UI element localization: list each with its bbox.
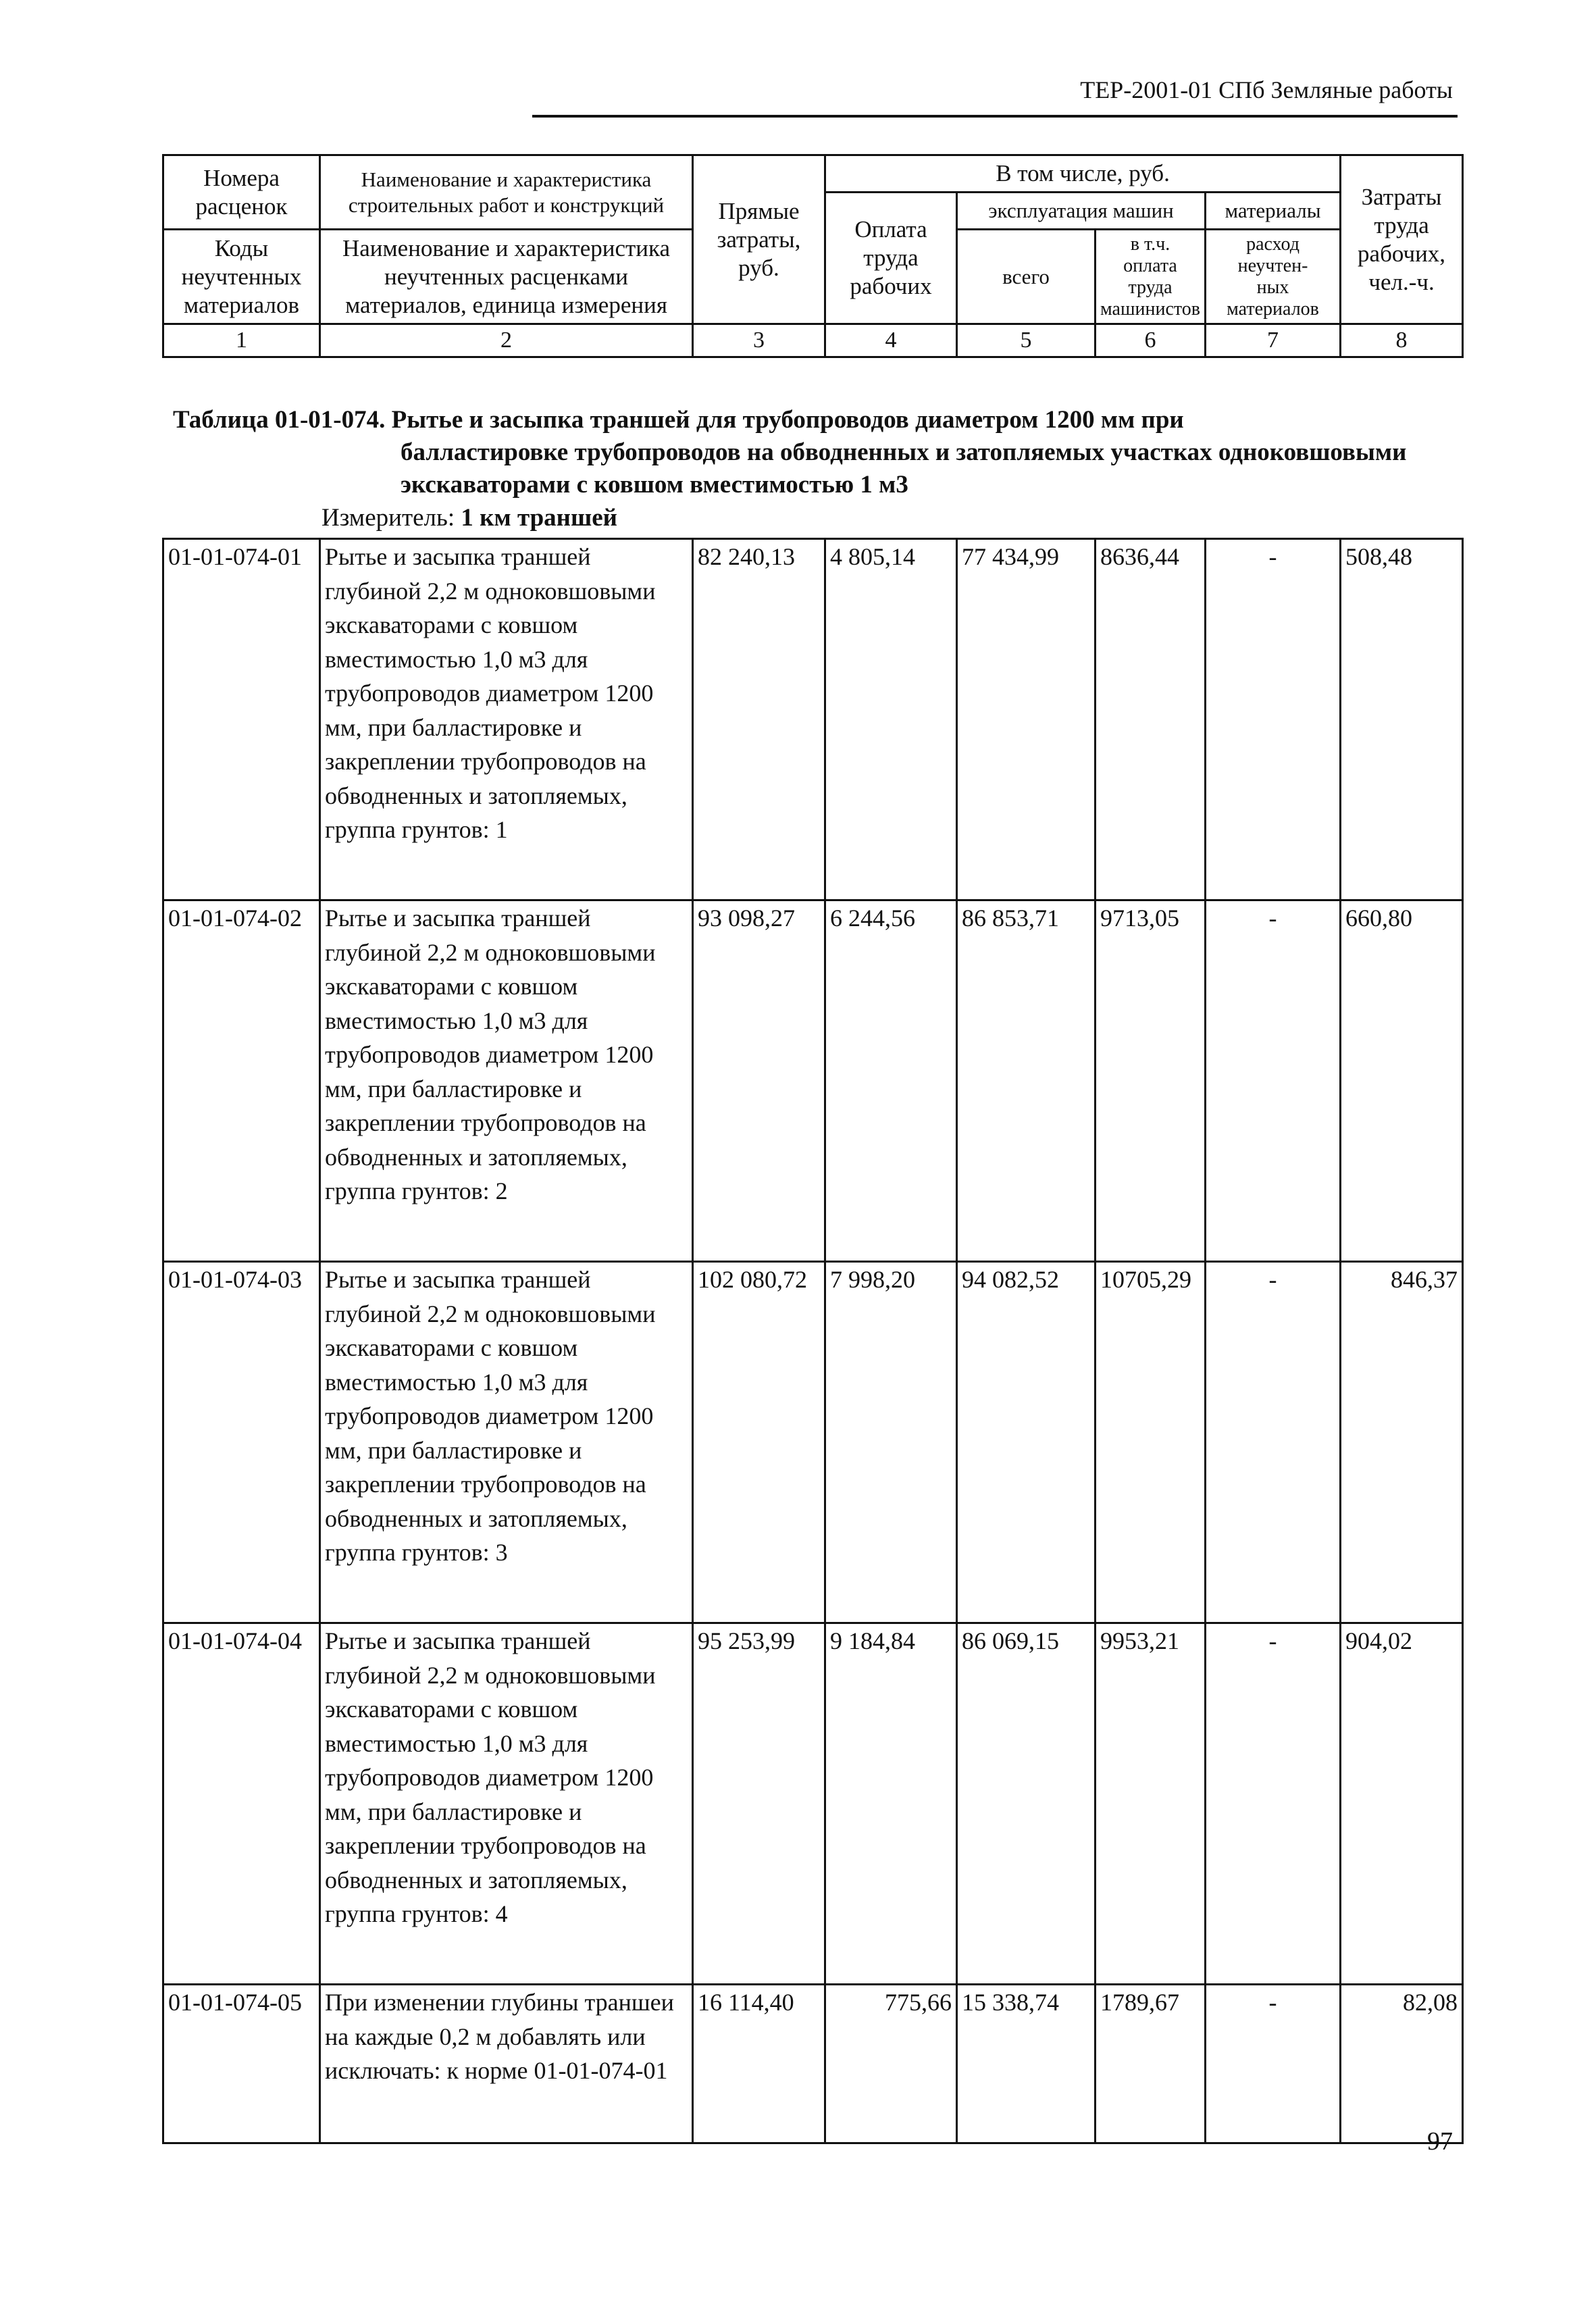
table-row [163, 1262, 1463, 1623]
rate-code: 01-01-074-02 [163, 900, 320, 1262]
rate-code: 01-01-074-03 [163, 1262, 320, 1623]
rate-code: 01-01-074-01 [163, 539, 320, 900]
rate-code: 01-01-074-04 [163, 1623, 320, 1985]
column-number: 1 [163, 324, 320, 357]
measure-value: 1 км траншей [461, 504, 617, 532]
unaccounted-materials: - [1206, 1985, 1341, 2143]
group-header: В том числе, руб. [825, 155, 1341, 193]
direct-costs: 82 240,13 [693, 539, 825, 900]
labor-hours: 660,80 [1341, 900, 1463, 1262]
labor-hours: 82,08 [1341, 1985, 1463, 2143]
col3-header: Прямые затраты, руб. [693, 155, 825, 324]
col1-header-top: Номера расценок [163, 155, 320, 230]
col7-header: расход неучтен- ных материалов [1206, 230, 1341, 324]
direct-costs: 93 098,27 [693, 900, 825, 1262]
measure-unit [321, 503, 617, 532]
rate-description: Рытье и засыпка траншей глубиной 2,2 м одноковшовыми экскаваторами с ковшом вместимостью 1,0 м3 для трубопроводов диаметром 1200 мм, при балластировке и закреплении трубопроводов на обводненных и затопляемых, группа грунтов: 4 [320, 1623, 693, 1985]
col1-header-bottom: Коды неучтенных материалов [163, 230, 320, 324]
worker-wages: 6 244,56 [825, 900, 957, 1262]
worker-wages: 7 998,20 [825, 1262, 957, 1623]
col8-header: Затраты труда рабочих, чел.-ч. [1341, 155, 1463, 324]
machines-total: 94 082,52 [957, 1262, 1096, 1623]
column-number: 2 [320, 324, 693, 357]
unaccounted-materials: - [1206, 539, 1341, 900]
rate-code: 01-01-074-05 [163, 1985, 320, 2143]
col5-header: всего [957, 230, 1096, 324]
worker-wages: 775,66 [825, 1985, 957, 2143]
unaccounted-materials: - [1206, 1623, 1341, 1985]
column-number: 8 [1341, 324, 1463, 357]
col4-header: Оплата труда рабочих [825, 193, 957, 324]
direct-costs: 16 114,40 [693, 1985, 825, 2143]
table-row [163, 539, 1463, 900]
col2-header-bottom: Наименование и характеристика неучтенных расценками материалов, единица измерения [320, 230, 693, 324]
machines-total: 86 853,71 [957, 900, 1096, 1262]
column-number: 3 [693, 324, 825, 357]
materials-header: материалы [1206, 193, 1341, 230]
machinist-wages: 1789,67 [1096, 1985, 1206, 2143]
labor-hours: 508,48 [1341, 539, 1463, 900]
rate-description: При изменении глубины траншеи на каждые 0,2 м добавлять или исключать: к норме 01-01-074-01 [320, 1985, 693, 2143]
worker-wages: 4 805,14 [825, 539, 957, 900]
column-number: 7 [1206, 324, 1341, 357]
direct-costs: 102 080,72 [693, 1262, 825, 1623]
machinist-wages: 9953,21 [1096, 1623, 1206, 1985]
table-row [163, 1623, 1463, 1985]
machines-total: 86 069,15 [957, 1623, 1096, 1985]
unaccounted-materials: - [1206, 1262, 1341, 1623]
direct-costs: 95 253,99 [693, 1623, 825, 1985]
unaccounted-materials: - [1206, 900, 1341, 1262]
column-number: 4 [825, 324, 957, 357]
col2-header-top: Наименование и характеристика строительных работ и конструкций [320, 155, 693, 230]
page-number: 97 [1427, 2127, 1453, 2156]
rates-table [162, 538, 1464, 2144]
worker-wages: 9 184,84 [825, 1623, 957, 1985]
rate-description: Рытье и засыпка траншей глубиной 2,2 м одноковшовыми экскаваторами с ковшом вместимостью 1,0 м3 для трубопроводов диаметром 1200 мм, при балластировке и закреплении трубопроводов на обводненных и затопляемых, группа грунтов: 2 [320, 900, 693, 1262]
column-number: 5 [957, 324, 1096, 357]
measure-label: Измеритель: [321, 504, 455, 532]
rate-description: Рытье и засыпка траншей глубиной 2,2 м одноковшовыми экскаваторами с ковшом вместимостью 1,0 м3 для трубопроводов диаметром 1200 мм, при балластировке и закреплении трубопроводов на обводненных и затопляемых, группа грунтов: 1 [320, 539, 693, 900]
machines-total: 15 338,74 [957, 1985, 1096, 2143]
column-header-table [162, 154, 1464, 358]
machinist-wages: 10705,29 [1096, 1262, 1206, 1623]
labor-hours: 904,02 [1341, 1623, 1463, 1985]
table-row [163, 1985, 1463, 2143]
col6-header: в т.ч. оплата труда машинистов [1096, 230, 1206, 324]
header-rule [532, 115, 1458, 118]
machinist-wages: 8636,44 [1096, 539, 1206, 900]
column-numbers-row [163, 324, 1463, 357]
machinist-wages: 9713,05 [1096, 900, 1206, 1262]
machines-header: эксплуатация машин [957, 193, 1206, 230]
table-title: Таблица 01-01-074. Рытье и засыпка траншей для трубопроводов диаметром 1200 мм при балластировке трубопроводов на обводненных и затопляемых участках одноковшовыми экскаваторами с ковшом вместимостью 1 м3 [173, 406, 1407, 499]
table-row [163, 900, 1463, 1262]
rate-description: Рытье и засыпка траншей глубиной 2,2 м одноковшовыми экскаваторами с ковшом вместимостью 1,0 м3 для трубопроводов диаметром 1200 мм, при балластировке и закреплении трубопроводов на обводненных и затопляемых, группа грунтов: 3 [320, 1262, 693, 1623]
labor-hours: 846,37 [1341, 1262, 1463, 1623]
column-number: 6 [1096, 324, 1206, 357]
running-header: ТЕР-2001-01 СПб Земляные работы [1080, 76, 1453, 103]
machines-total: 77 434,99 [957, 539, 1096, 900]
